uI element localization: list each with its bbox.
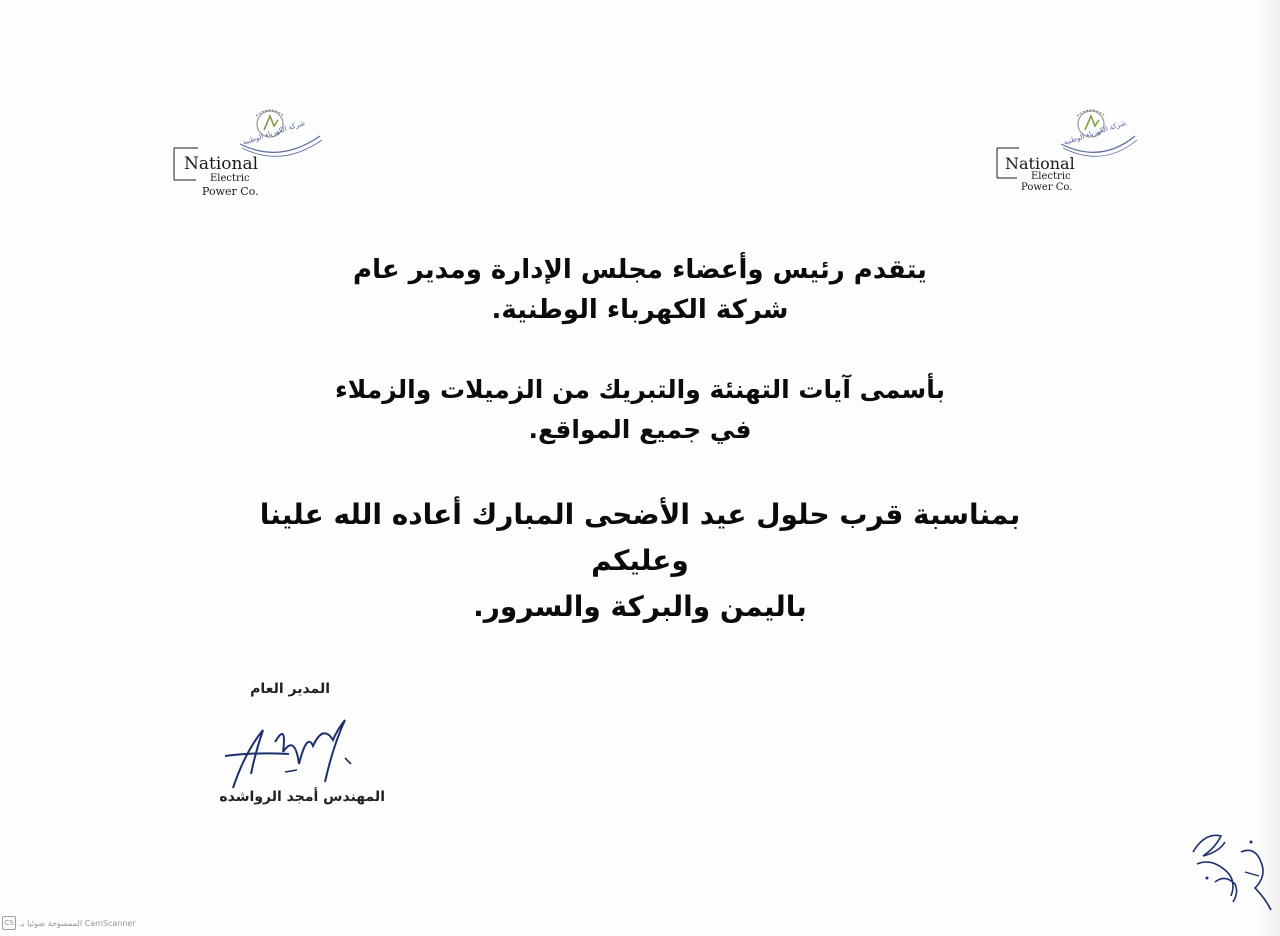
national-electric-power-logo-icon <box>995 102 1155 202</box>
company-logo-right <box>995 102 1155 202</box>
greeting-paragraph-1 <box>230 250 1050 330</box>
logo-arabic-name: شركة الكهرباء الوطنية <box>1062 118 1127 147</box>
camscanner-icon: CS <box>2 916 16 930</box>
scanner-watermark-text: الممسوحة ضوئيا بـ CamScanner <box>20 918 136 928</box>
handwritten-signature-icon <box>215 712 365 792</box>
logo-wordmark-national: National <box>184 154 259 174</box>
handwritten-note-icon <box>1185 822 1280 917</box>
paragraph-3-line-1: بمناسبة قرب حلول عيد الأضحى المبارك أعاده الله علينا وعليكم <box>259 498 1021 577</box>
logo-wordmark-power: Power Co. <box>202 185 259 198</box>
paragraph-2-line-1: بأسمى آيات التهنئة والتبريك من الزميلات والزملاء <box>334 375 946 404</box>
logo-wordmark-electric: Electric <box>1031 171 1071 182</box>
paragraph-3-line-2: باليمن والبركة والسرور. <box>473 590 807 623</box>
paragraph-1-line-1: يتقدم رئيس وأعضاء مجلس الإدارة ومدير عام <box>353 255 927 285</box>
page-edge-shadow <box>1258 0 1280 936</box>
company-logo-left <box>170 102 330 202</box>
greeting-paragraph-3 <box>230 492 1050 630</box>
paragraph-2-line-2: في جميع المواقع. <box>528 415 752 444</box>
greeting-paragraph-2 <box>230 370 1050 450</box>
logo-arabic-name: شركة الكهرباء الوطنية <box>241 118 306 147</box>
logo-wordmark-electric: Electric <box>210 173 250 184</box>
signatory-title: المدير العام <box>250 681 330 697</box>
logo-wordmark-national: National <box>1005 154 1075 173</box>
signatory-name: المهندس أمجد الرواشده <box>219 789 385 805</box>
paragraph-1-line-2: شركة الكهرباء الوطنية. <box>491 295 789 325</box>
scanner-watermark <box>2 916 136 930</box>
logo-wordmark-power: Power Co. <box>1021 182 1073 193</box>
